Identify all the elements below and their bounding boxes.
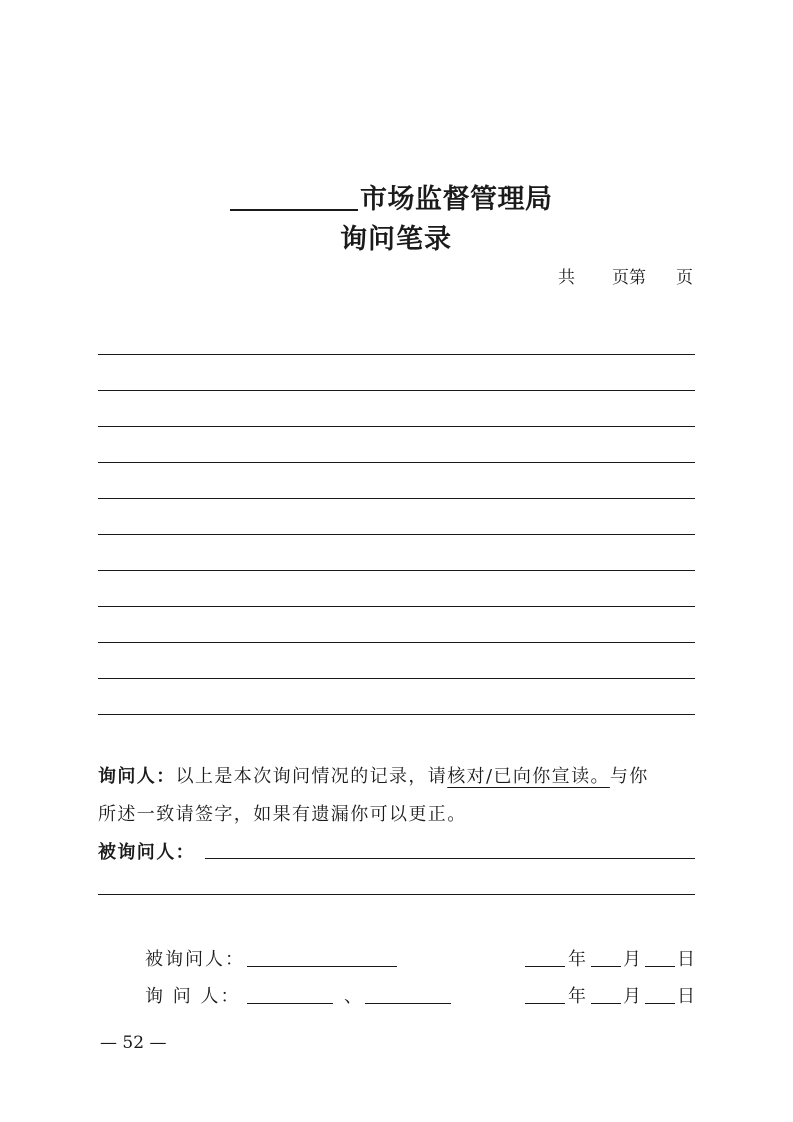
record-line[interactable] [98,714,695,715]
record-line[interactable] [98,570,695,571]
record-line[interactable] [98,534,695,535]
respondent-response-line-2[interactable] [98,894,695,895]
interviewer-signature-field-2[interactable] [365,1003,451,1004]
interviewer-signature-field-1[interactable] [247,1003,333,1004]
org-title: 市场监督管理局 [360,184,553,215]
day-label: 日 [677,949,697,970]
year-label: 年 [568,986,588,1007]
page-number: — 52 — [100,1033,167,1053]
respondent-month-field[interactable] [591,966,621,967]
month-label: 月 [623,949,643,970]
interviewer-sign-label: 询 问 人： [145,986,241,1007]
day-label: 日 [677,986,697,1007]
document-title: 询问笔录 [340,224,452,255]
record-line[interactable] [98,642,695,643]
statement-line-2: 所述一致请签字，如果有遗漏你可以更正。 [98,804,467,825]
record-line[interactable] [98,462,695,463]
record-line[interactable] [98,606,695,607]
record-line[interactable] [98,498,695,499]
record-line[interactable] [98,390,695,391]
statement-text: 以上是本次询问情况的记录，请 [175,766,448,787]
page-current-label: 页第 [612,268,646,288]
respondent-label: 被询问人： [98,842,195,863]
interviewer-day-field[interactable] [645,1003,675,1004]
record-line[interactable] [98,426,695,427]
interviewer-month-field[interactable] [591,1003,621,1004]
statement-line-1 [98,758,698,796]
month-label: 月 [623,986,643,1007]
record-line[interactable] [98,354,695,355]
respondent-response-line[interactable] [205,858,695,859]
respondent-sign-label: 被询问人： [145,949,245,970]
statement-speaker: 询问人： [98,766,176,787]
interviewer-year-field[interactable] [525,1003,565,1004]
respondent-year-field[interactable] [525,966,565,967]
page-end-label: 页 [676,268,693,288]
org-name-blank[interactable] [230,209,358,211]
page-total-label: 共 [558,268,575,288]
year-label: 年 [568,949,588,970]
respondent-signature-field[interactable] [247,966,397,967]
statement-text-end: 与你 [609,766,649,787]
interviewer-separator: 、 [344,986,364,1007]
record-line[interactable] [98,678,695,679]
statement-underlined: 核对/已向你宣读。 [447,766,610,787]
respondent-day-field[interactable] [645,966,675,967]
